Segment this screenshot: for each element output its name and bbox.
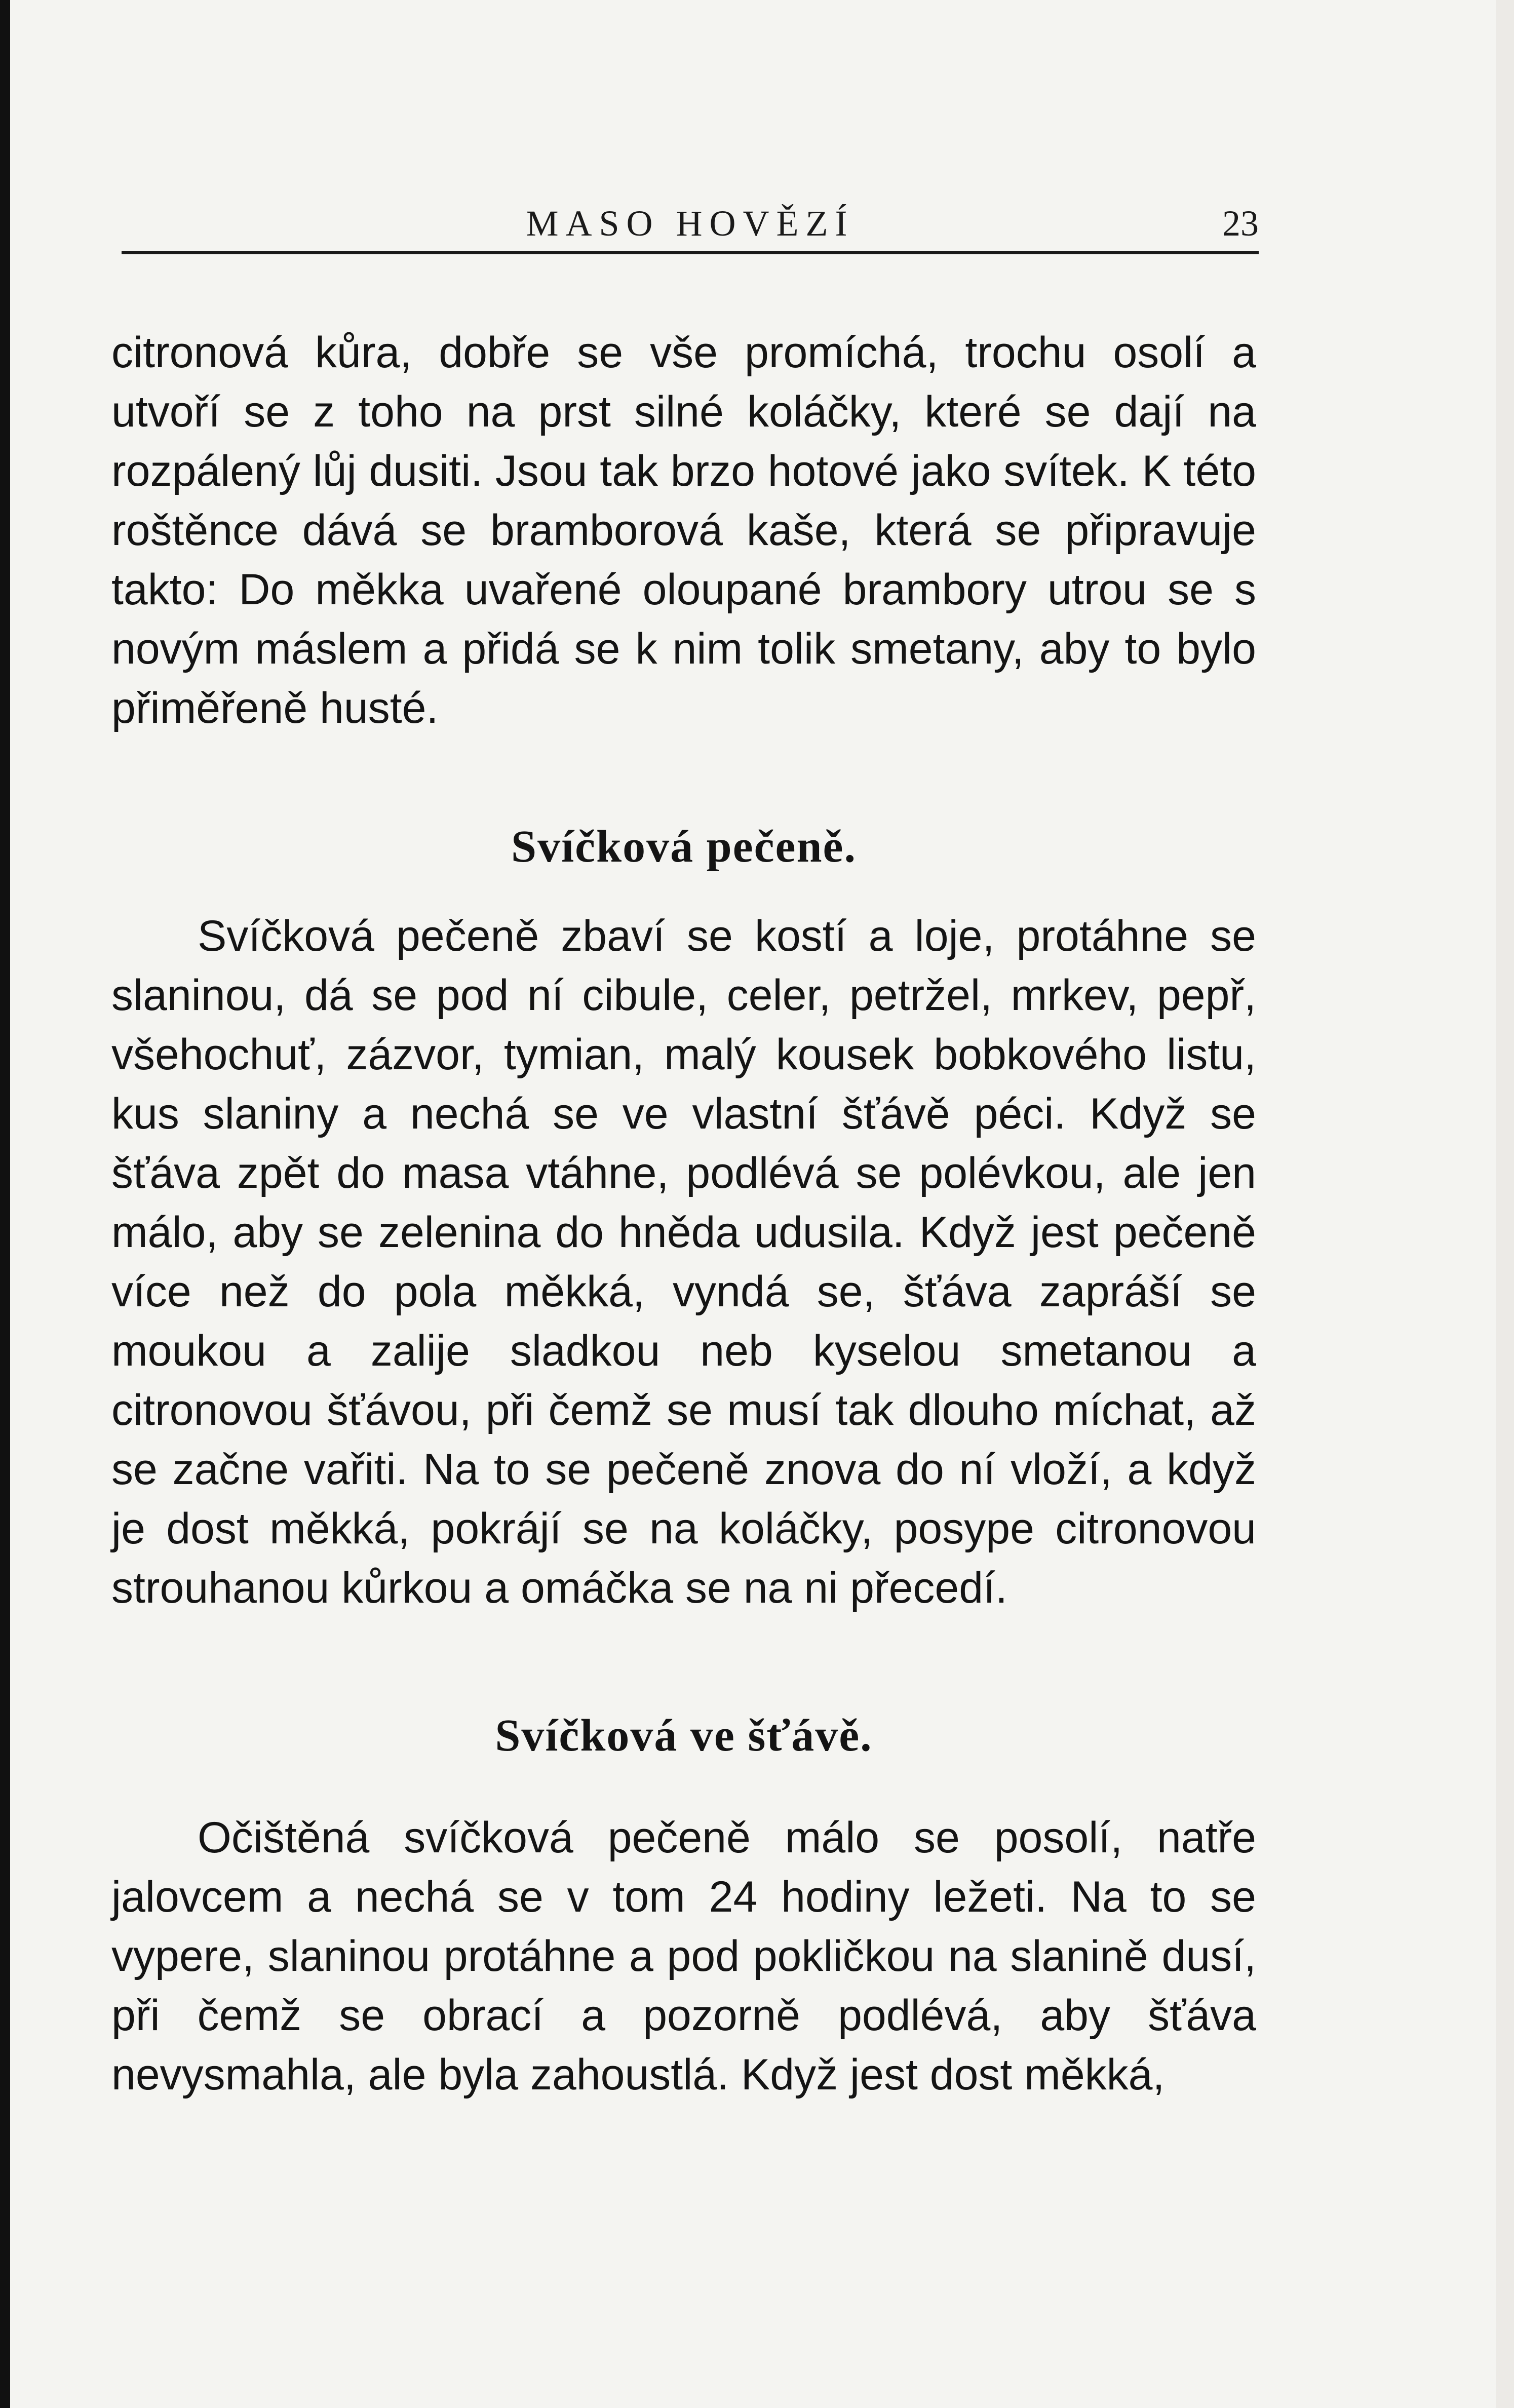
page-number: 23 [1222, 203, 1259, 244]
paragraph-roastenka-end: citronová kůra, dobře se vše promíchá, trochu osolí a utvoří se z toho na prst silné koláčky, které se dají na rozpálený lůj dusiti. Jsou tak brzo hotové jako svítek. K této roštěnce dává se bramborová kaše, která se připravuje takto: Do měkka uvařené oloupané brambory utrou se s novým máslem a přidá se k nim tolik smetany, aby to bylo přiměřeně husté. [111, 328, 1256, 732]
paragraph-svickova-pecene: Svíčková pečeně zbaví se kostí a loje, protáhne se slaninou, dá se pod ní cibule, celer, petržel, mrkev, pepř, všehochuť, zázvor, tymian, malý kousek bobkového listu, kus slaniny a nechá se ve vlastní šťávě péci. Když se šťáva zpět do masa vtáhne, podlévá se polévkou, ale jen málo, aby se zelenina do hněda udusila. Když jest pečeně více než do pola měkká, vyndá se, šťáva zapráší se moukou a zalije sladkou neb kyselou smetanou a citronovou šťávou, při čemž se musí tak dlouho míchat, až se začne vařiti. Na to se pečeně znova do ní vloží, a když je dost měkká, pokrájí se na koláčky, posype citronovou strouhanou kůrkou a omáčka se na ni přecedí. [111, 912, 1256, 1612]
page-header [122, 192, 1259, 253]
paragraph-svickova-ve-stave: Očištěná svíčková pečeně málo se posolí, natře jalovcem a nechá se v tom 24 hodiny ležeti. Na to se vypere, slaninou protáhne a pod pokličkou na slanině dusí, při čemž se obrací a pozorně podlévá, aby šťáva nevysmahla, ale byla zahoustlá. Když jest dost měkká, [111, 1813, 1256, 2099]
running-title: MASO HOVĚZÍ [526, 203, 855, 244]
page-outer-edge [1496, 0, 1514, 2408]
section-heading-svickova-ve-stave: Svíčková ve šťávě. [495, 1711, 873, 1761]
section-heading-svickova-pecene: Svíčková pečeně. [511, 822, 857, 872]
page-binding-edge [0, 0, 10, 2408]
header-rule [122, 251, 1259, 254]
